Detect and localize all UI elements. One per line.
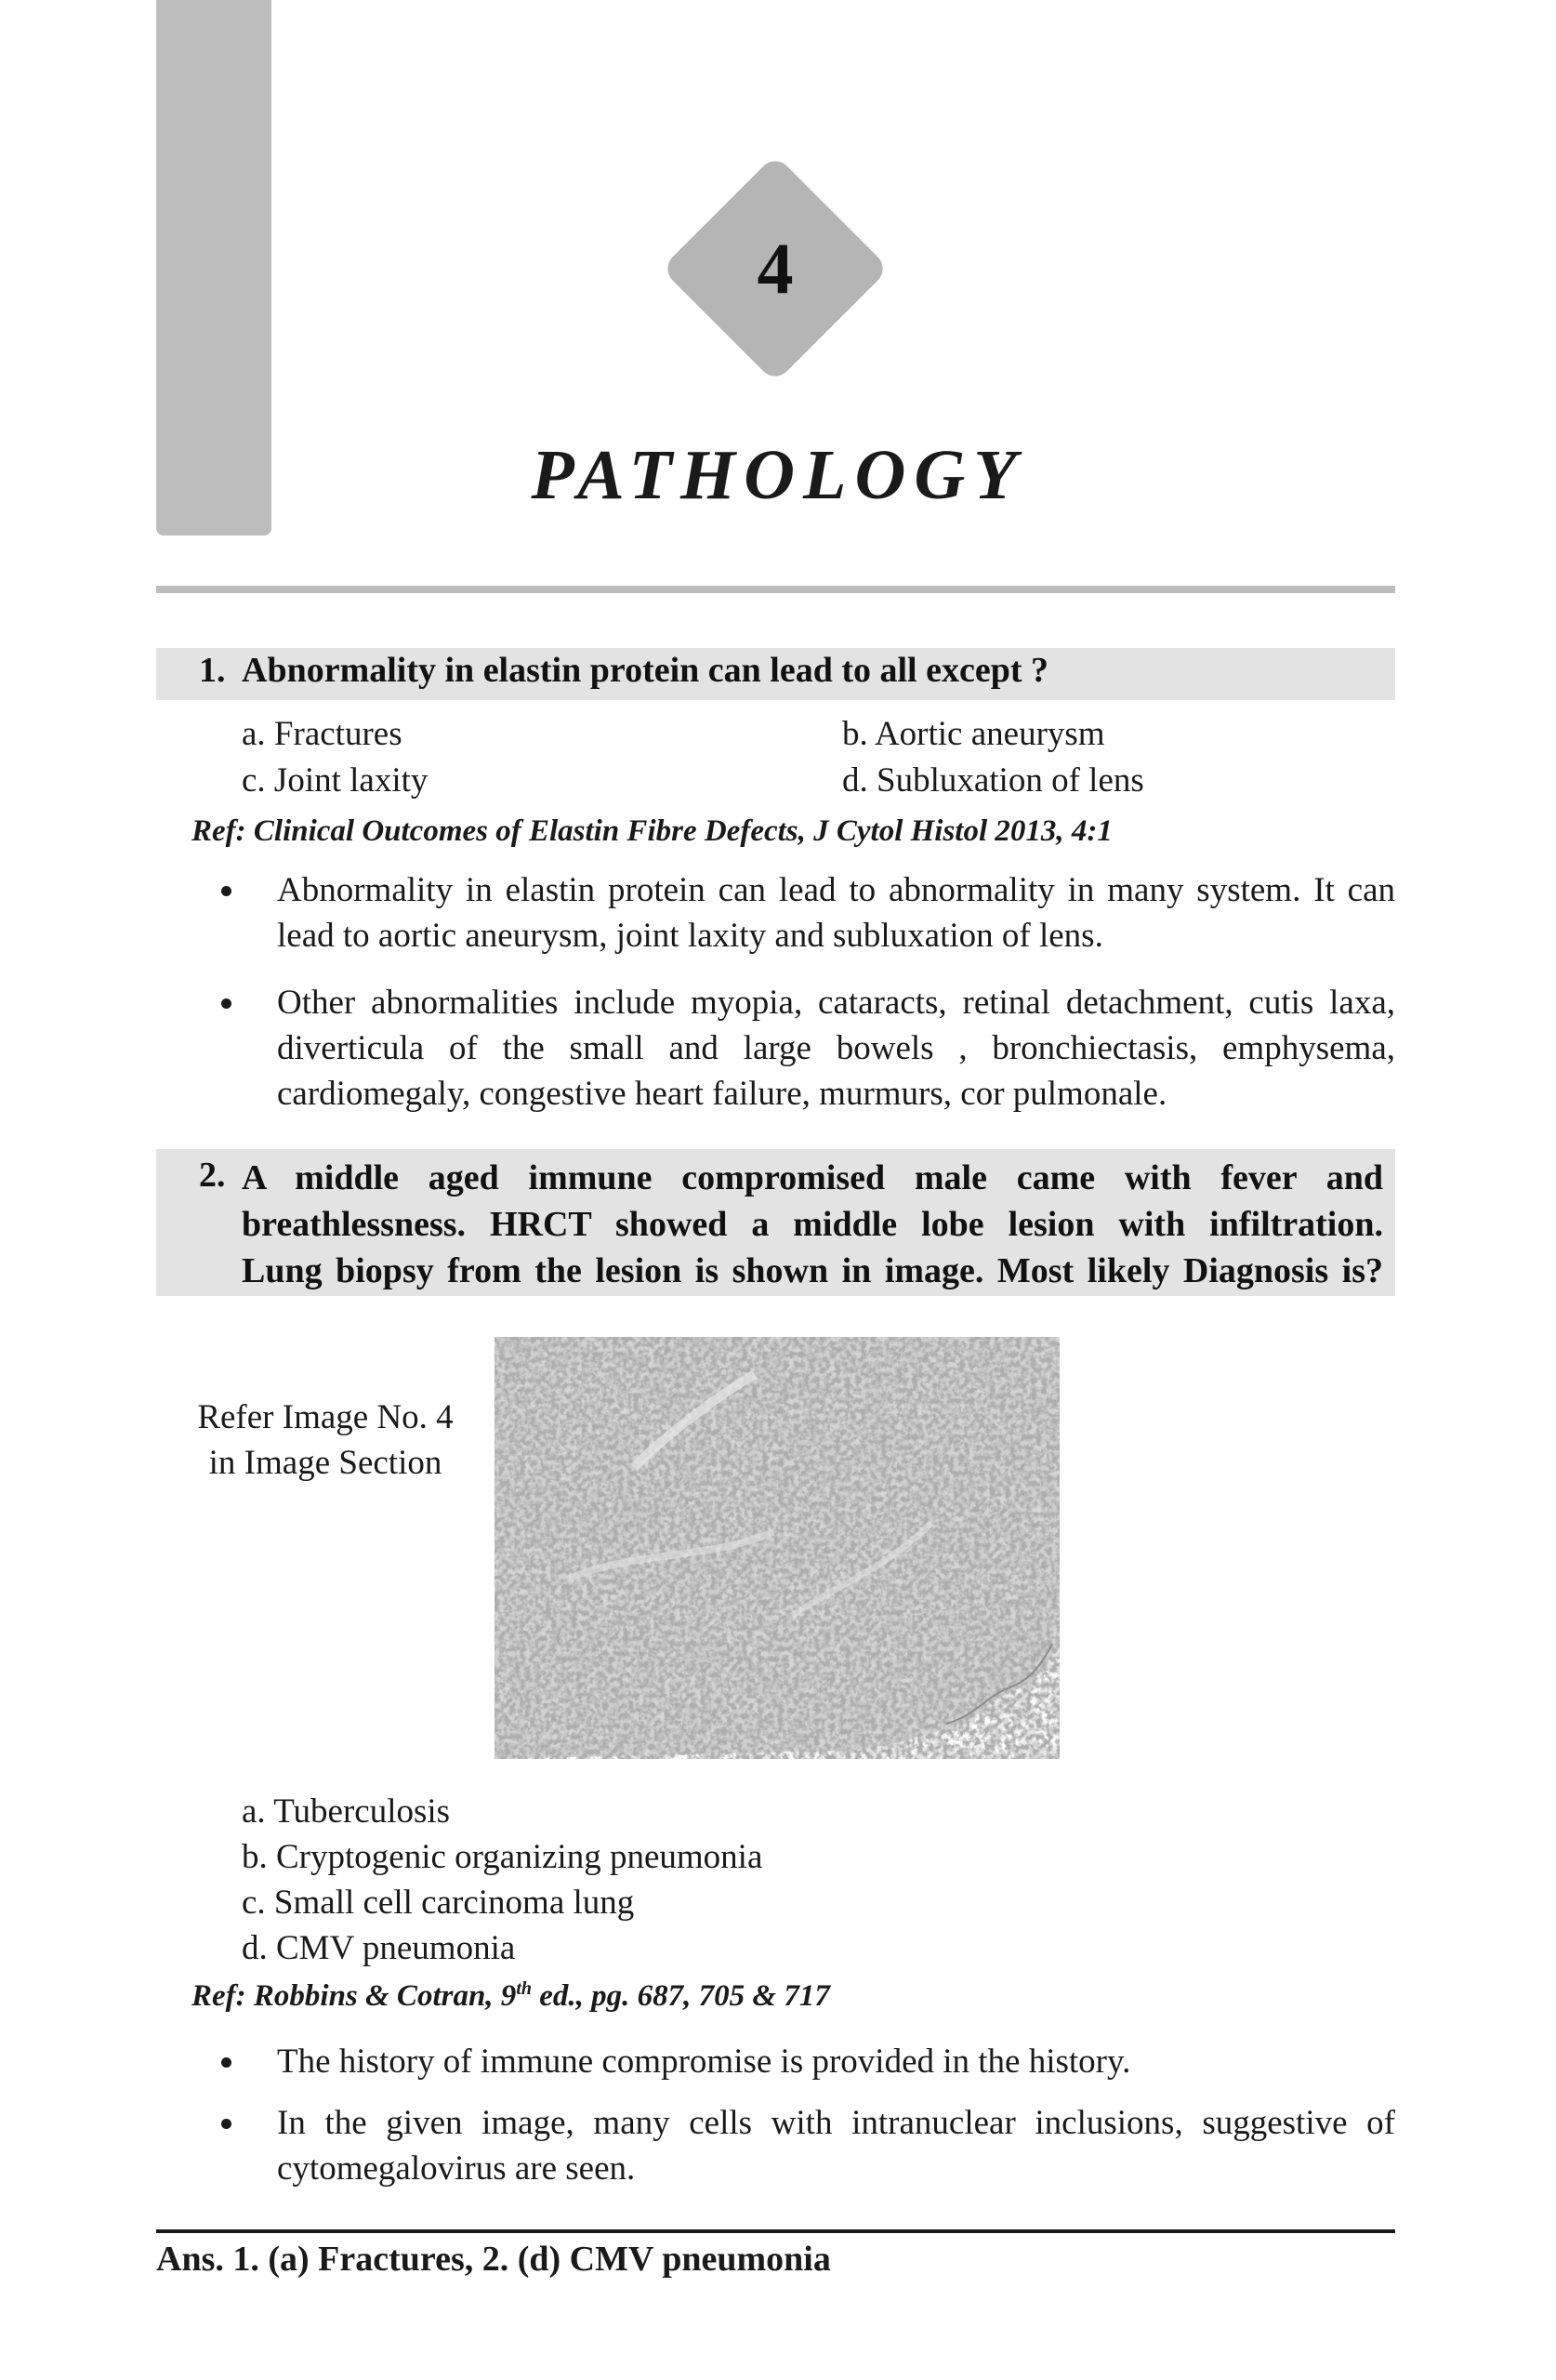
bullet-dot — [221, 998, 231, 1009]
bullet-dot — [221, 886, 231, 896]
bullet-dot — [221, 2119, 231, 2129]
q1-bullet-1-text: Abnormality in elastin protein can lead to abnormality in many system. It can lead to aortic aneurysm, joint laxity and subluxation of lens. — [277, 871, 1395, 955]
q2-option-c: c. Small cell carcinoma lung — [242, 1884, 635, 1922]
q2-option-b: b. Cryptogenic organizing pneumonia — [242, 1838, 763, 1876]
q2-bullet-2-text: In the given image, many cells with intranuclear inclusions, suggestive of cytomegalovirus are seen. — [277, 2104, 1395, 2188]
question-2-line-3: Lung biopsy from the lesion is shown in image. Most likely Diagnosis is? — [242, 1251, 1383, 1290]
q2-option-d: d. CMV pneumonia — [242, 1929, 516, 1967]
question-2-text — [242, 1155, 1383, 1294]
q2-option-a: a. Tuberculosis — [242, 1792, 451, 1831]
q1-reference: Ref: Clinical Outcomes of Elastin Fibre Defects, J Cytol Histol 2013, 4:1 — [191, 814, 1113, 848]
q1-option-a: a. Fractures — [242, 715, 402, 753]
q1-option-d: d. Subluxation of lens — [842, 761, 1144, 800]
image-caption-line-2: in Image Section — [208, 1444, 442, 1482]
chapter-title: PATHOLOGY — [531, 436, 1025, 514]
question-1-number: 1. — [199, 651, 226, 690]
answer-divider — [156, 2229, 1395, 2233]
chapter-number: 4 — [757, 228, 794, 309]
lung-biopsy-image — [494, 1337, 1060, 1759]
q2-bullet-2 — [221, 2100, 1395, 2191]
answer-line: Ans. 1. (a) Fractures, 2. (d) CMV pneumonia — [156, 2240, 831, 2279]
q1-option-b: b. Aortic aneurysm — [842, 715, 1105, 753]
question-2-bar — [156, 1149, 1395, 1296]
question-1-bar — [156, 648, 1395, 700]
q1-bullet-2 — [221, 980, 1395, 1117]
bullet-dot — [221, 2057, 231, 2068]
q2-reference-suffix: ed., pg. 687, 705 & 717 — [532, 1979, 830, 2013]
question-2-line-2: breathlessness. HRCT showed a middle lobe lesion with infiltration. — [242, 1205, 1383, 1244]
image-caption-line-1: Refer Image No. 4 — [197, 1398, 454, 1436]
q2-reference-prefix: Ref: Robbins & Cotran, 9 — [191, 1979, 517, 2013]
chapter-number-badge — [661, 154, 890, 383]
q1-bullet-1 — [221, 867, 1395, 959]
q2-bullet-1-text: The history of immune compromise is provided in the history. — [277, 2043, 1131, 2081]
question-2-number: 2. — [199, 1156, 226, 1195]
image-caption — [167, 1395, 483, 1486]
q1-option-c: c. Joint laxity — [242, 761, 429, 800]
question-1-text: Abnormality in elastin protein can lead to all except ? — [242, 651, 1048, 690]
header-divider — [156, 586, 1395, 593]
q2-reference-sup: th — [516, 1978, 532, 1999]
q2-bullet-1 — [221, 2039, 1395, 2084]
question-2-line-1: A middle aged immune compromised male came with fever and — [242, 1158, 1383, 1197]
q1-bullet-2-text: Other abnormalities include myopia, cataracts, retinal detachment, cutis laxa, diverticula of the small and large bowels , bronchiectasis, emphysema, cardiomegaly, congestive heart failure, murmurs, cor pulmonale. — [277, 984, 1395, 1113]
q2-reference — [191, 1978, 830, 2014]
